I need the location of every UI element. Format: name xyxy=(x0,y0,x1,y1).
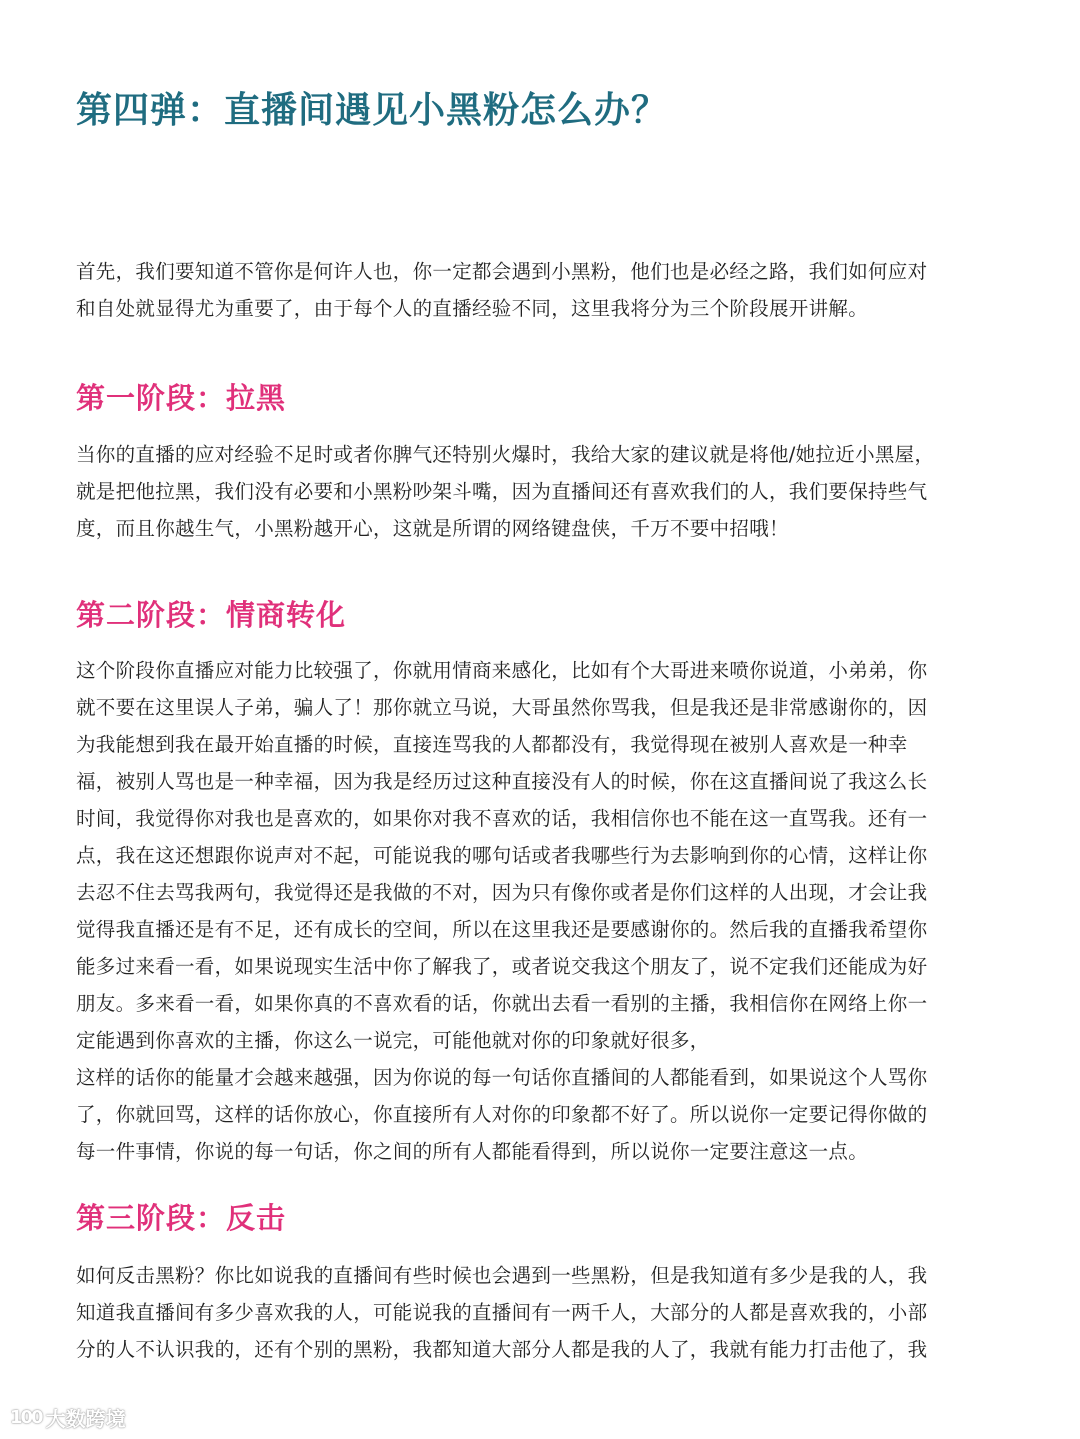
text-line: 和自处就显得尤为重要了，由于每个人的直播经验不同，这里我将分为三个阶段展开讲解。 xyxy=(76,297,869,320)
section-paragraph-stage-1 xyxy=(76,436,1000,547)
section-heading-stage-1: 第一阶段：拉黑 xyxy=(76,381,287,415)
text-line: 分的人不认识我的，还有个别的黑粉，我都知道大部分人都是我的人了，我就有能力打击他了，我 xyxy=(76,1338,928,1361)
text-line: 定能遇到你喜欢的主播，你这么一说完，可能他就对你的印象就好很多， xyxy=(76,1029,710,1052)
text-line: 就不要在这里误人子弟，骗人了！那你就立马说，大哥虽然你骂我，但是我还是非常感谢你的，因 xyxy=(76,696,928,719)
section-heading-stage-2: 第二阶段：情商转化 xyxy=(76,598,347,632)
page-title: 第四弹：直播间遇见小黑粉怎么办？ xyxy=(76,90,669,131)
text-line: 首先，我们要知道不管你是何许人也，你一定都会遇到小黑粉，他们也是必经之路，我们如何应对 xyxy=(76,260,928,283)
text-line: 知道我直播间有多少喜欢我的人，可能说我的直播间有一两千人，大部分的人都是喜欢我的，小部 xyxy=(76,1301,928,1324)
text-line: 这个阶段你直播应对能力比较强了，你就用情商来感化，比如有个大哥进来喷你说道，小弟弟，你 xyxy=(76,659,928,682)
text-line: 朋友。多来看一看，如果你真的不喜欢看的话，你就出去看一看别的主播，我相信你在网络上你一 xyxy=(76,992,928,1015)
watermark-text: 大数跨境 xyxy=(45,1407,126,1431)
text-line: 了，你就回骂，这样的话你放心，你直接所有人对你的印象都不好了。所以说你一定要记得你做的 xyxy=(76,1103,928,1126)
text-line: 为我能想到我在最开始直播的时候，直接连骂我的人都都没有，我觉得现在被别人喜欢是一种幸 xyxy=(76,733,908,756)
text-line: 每一件事情，你说的每一句话，你之间的所有人都能看得到，所以说你一定要注意这一点。 xyxy=(76,1140,869,1163)
section-paragraph-stage-2 xyxy=(76,652,1000,1170)
text-line: 如何反击黑粉？你比如说我的直播间有些时候也会遇到一些黑粉，但是我知道有多少是我的人，我 xyxy=(76,1264,928,1287)
intro-paragraph xyxy=(76,253,1000,327)
section-heading-stage-3: 第三阶段：反击 xyxy=(76,1201,287,1235)
watermark-logo-icon: 100 xyxy=(10,1407,42,1428)
text-line: 就是把他拉黑，我们没有必要和小黑粉吵架斗嘴，因为直播间还有喜欢我们的人，我们要保持些气 xyxy=(76,480,928,503)
text-line: 去忍不住去骂我两句，我觉得还是我做的不对，因为只有像你或者是你们这样的人出现，才会让我 xyxy=(76,881,928,904)
watermark xyxy=(10,1403,126,1432)
section-paragraph-stage-3 xyxy=(76,1257,1000,1368)
text-line: 能多过来看一看，如果说现实生活中你了解我了，或者说交我这个朋友了，说不定我们还能成为好 xyxy=(76,955,928,978)
text-line: 福，被别人骂也是一种幸福，因为我是经历过这种直接没有人的时候，你在这直播间说了我这么长 xyxy=(76,770,928,793)
text-line: 当你的直播的应对经验不足时或者你脾气还特别火爆时，我给大家的建议就是将他/她拉近小黑屋， xyxy=(76,443,935,466)
text-line: 度，而且你越生气，小黑粉越开心，这就是所谓的网络键盘侠，千万不要中招哦！ xyxy=(76,517,789,540)
text-line: 时间，我觉得你对我也是喜欢的，如果你对我不喜欢的话，我相信你也不能在这一直骂我。还有一 xyxy=(76,807,928,830)
text-line: 点，我在这还想跟你说声对不起，可能说我的哪句话或者我哪些行为去影响到你的心情，这样让你 xyxy=(76,844,928,867)
text-line: 觉得我直播还是有不足，还有成长的空间，所以在这里我还是要感谢你的。然后我的直播我希望你 xyxy=(76,918,928,941)
text-line: 这样的话你的能量才会越来越强，因为你说的每一句话你直播间的人都能看到，如果说这个人骂你 xyxy=(76,1066,928,1089)
